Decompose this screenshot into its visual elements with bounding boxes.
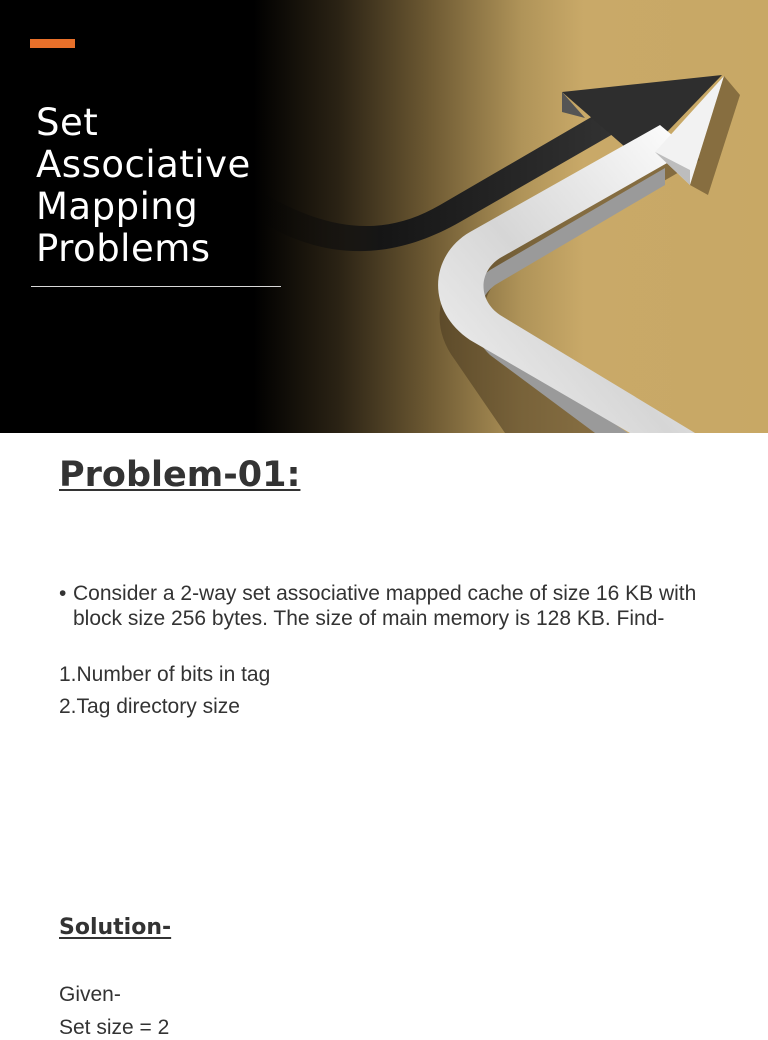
slide-header — [0, 0, 768, 433]
list-item: 1.Number of bits in tag — [59, 663, 271, 686]
slide-content — [0, 433, 768, 1039]
problem-bullet — [59, 582, 719, 631]
title-line: Set — [36, 101, 99, 144]
set-size-line: Set size = 2 — [59, 1016, 170, 1039]
title-line: Problems — [36, 227, 211, 270]
title-line: Associative — [36, 143, 251, 186]
title-line: Mapping — [36, 185, 199, 228]
problem-statement: Consider a 2-way set associative mapped cache of size 16 KB with block size 256 bytes. The size of main memory is 128 KB. Find- — [73, 582, 697, 630]
slide-title — [36, 102, 276, 270]
list-item: 2.Tag directory size — [59, 695, 240, 718]
title-divider — [31, 286, 281, 287]
problem-heading: Problem-01: — [59, 455, 301, 495]
solution-heading: Solution- — [59, 915, 172, 940]
bullet-dot-icon: • — [59, 582, 67, 605]
accent-bar — [30, 39, 75, 48]
given-label: Given- — [59, 983, 121, 1006]
